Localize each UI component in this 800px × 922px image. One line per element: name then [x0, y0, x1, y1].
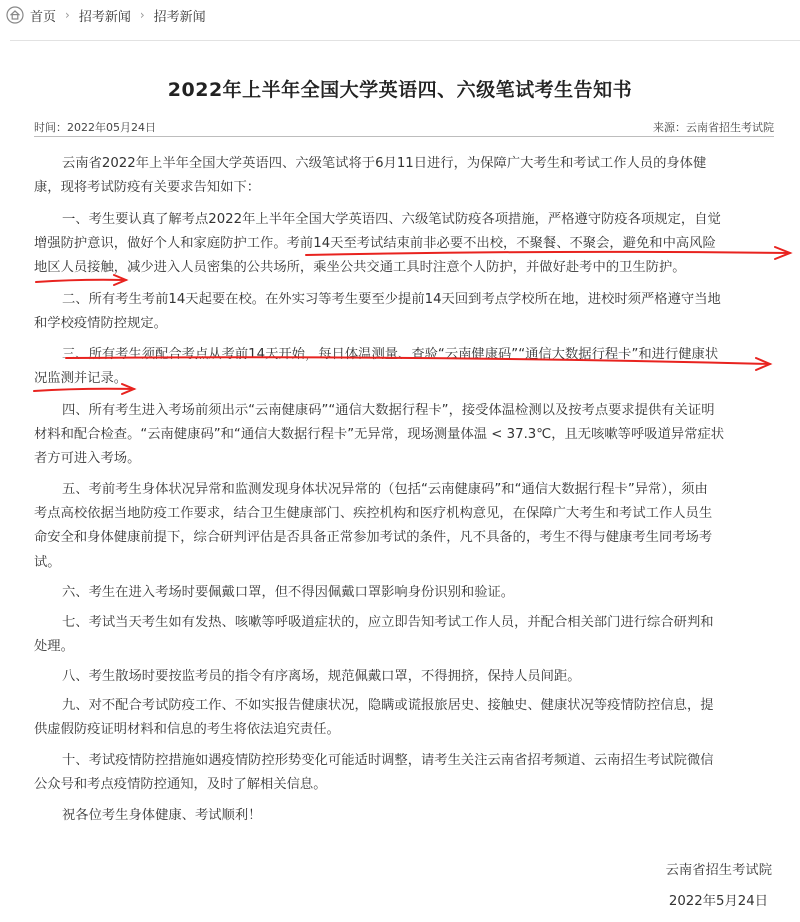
- text-line: 九、对不配合考试防疫工作、不如实报告健康状况，隐瞒或谎报旅居史、接触史、健康状况等疫情防控信息，提: [62, 698, 714, 713]
- text-line: 命安全和身体健康前提下，综合研判评估是否具备正常参加考试的条件，凡不具备的，考生不得与健康考生同考场考: [34, 530, 713, 546]
- text-line: 地区人员接触，减少进入人员密集的公共场所，乘坐公共交通工具时注意个人防护，并做好赴考中的卫生防护。: [34, 260, 686, 276]
- paragraph-item-6: [62, 581, 774, 605]
- text-line: 者方可进入考场。: [34, 451, 141, 467]
- arrow-head-mark: [775, 247, 790, 259]
- breadcrumb-separator-icon: ›: [65, 8, 70, 22]
- text-line: 增强防护意识，做好个人和家庭防护工作。考前14天至考试结束前非必要不出校，不聚餐、不聚会，避免和中高风险: [34, 236, 716, 252]
- text-line: 一、考生要认真了解考点2022年上半年全国大学英语四、六级笔试防疫各项措施，严格遵守防疫各项规定，自觉: [62, 212, 721, 227]
- paragraph-closing: [62, 804, 774, 828]
- publish-date: 时间：2022年05月24日: [34, 121, 156, 134]
- meta-divider: [34, 136, 774, 137]
- breadcrumb-separator-icon: ›: [139, 8, 145, 22]
- text-line: 四、所有考生进入考场前须出示“云南健康码”“通信大数据行程卡”，接受体温检测以及按考点要求提供有关证明: [62, 403, 715, 418]
- breadcrumb: [6, 4, 206, 26]
- article-title: 2022年上半年全国大学英语四、六级笔试考生告知书: [167, 79, 633, 101]
- paragraph-item-3: [34, 343, 774, 391]
- header-divider: [10, 40, 800, 41]
- text-line: 七、考试当天考生如有发热、咳嗽等呼吸道症状的，应立即告知考试工作人员，并配合相关部门进行综合研判和: [62, 615, 714, 630]
- text-line: 祝各位考生身体健康、考试顺利！: [62, 808, 262, 823]
- paragraph-item-8: [62, 665, 774, 689]
- text-line: 供虚假防疫证明材料和信息的考生将依法追究责任。: [34, 722, 340, 738]
- text-line: 五、考前考生身体状况异常和监测发现身体状况异常的（包括“云南健康码”和“通信大数据行程卡”异常），须由: [62, 482, 708, 497]
- article-source: 来源：云南省招生考试院: [653, 121, 774, 134]
- signature-date: 2022年5月24日: [668, 894, 768, 909]
- article-meta: [34, 119, 774, 135]
- text-line: 考点高校依据当地防疫工作要求，结合卫生健康部门、疾控机构和医疗机构意见，在保障广大考生和考试工作人员生: [34, 506, 713, 522]
- text-line: 十、考试疫情防控措施如遇疫情防控形势变化可能适时调整，请考生关注云南省招考频道、云南招生考试院微信: [62, 753, 714, 768]
- paragraph-item-5: [34, 478, 774, 575]
- text-line: 公众号和考点疫情防控通知，及时了解相关信息。: [34, 777, 327, 793]
- text-line: 二、所有考生考前14天起要在校。在外实习等考生要至少提前14天回到考点学校所在地，进校时须严格遵守当地: [62, 292, 721, 307]
- breadcrumb-home-link[interactable]: 首页: [30, 9, 57, 25]
- paragraph-item-10: [34, 749, 774, 797]
- text-line: 试。: [34, 554, 61, 570]
- breadcrumb-item-current[interactable]: 招考新闻: [153, 9, 206, 25]
- text-line: 和学校疫情防控规定。: [34, 316, 167, 332]
- paragraph-item-4: [34, 399, 774, 472]
- paragraph-item-2: [34, 288, 774, 336]
- text-line: 三、所有考生须配合考点从考前14天开始，每日体温测量、查验“云南健康码”“通信大数据行程卡”和进行健康状: [62, 347, 719, 362]
- paragraph-item-9: [34, 694, 774, 742]
- breadcrumb-item-news[interactable]: 招考新闻: [78, 9, 131, 25]
- text-line: 六、考生在进入考场时要佩戴口罩，但不得因佩戴口罩影响身份识别和验证。: [62, 585, 515, 600]
- home-icon[interactable]: [6, 6, 24, 24]
- text-line: 况监测并记录。: [34, 371, 128, 387]
- text-line: 处理。: [34, 639, 74, 655]
- text-line: 八、考生散场时要按监考员的指令有序离场，规范佩戴口罩，不得拥挤，保持人员间距。: [62, 669, 581, 684]
- paragraph-item-1: [34, 208, 774, 281]
- signature-org: 云南省招生考试院: [665, 863, 772, 878]
- paragraph-intro: [34, 152, 774, 200]
- text-line: 云南省2022年上半年全国大学英语四、六级笔试将于6月11日进行，为保障广大考生和考试工作人员的身体健: [62, 156, 707, 171]
- text-line: 材料和配合检查。“云南健康码”和“通信大数据行程卡”无异常，现场测量体温 < 37.3℃，且无咳嗽等呼吸道异常症状: [34, 427, 725, 443]
- text-line: 康，现将考试防疫有关要求告知如下：: [34, 180, 261, 196]
- paragraph-item-7: [34, 611, 774, 659]
